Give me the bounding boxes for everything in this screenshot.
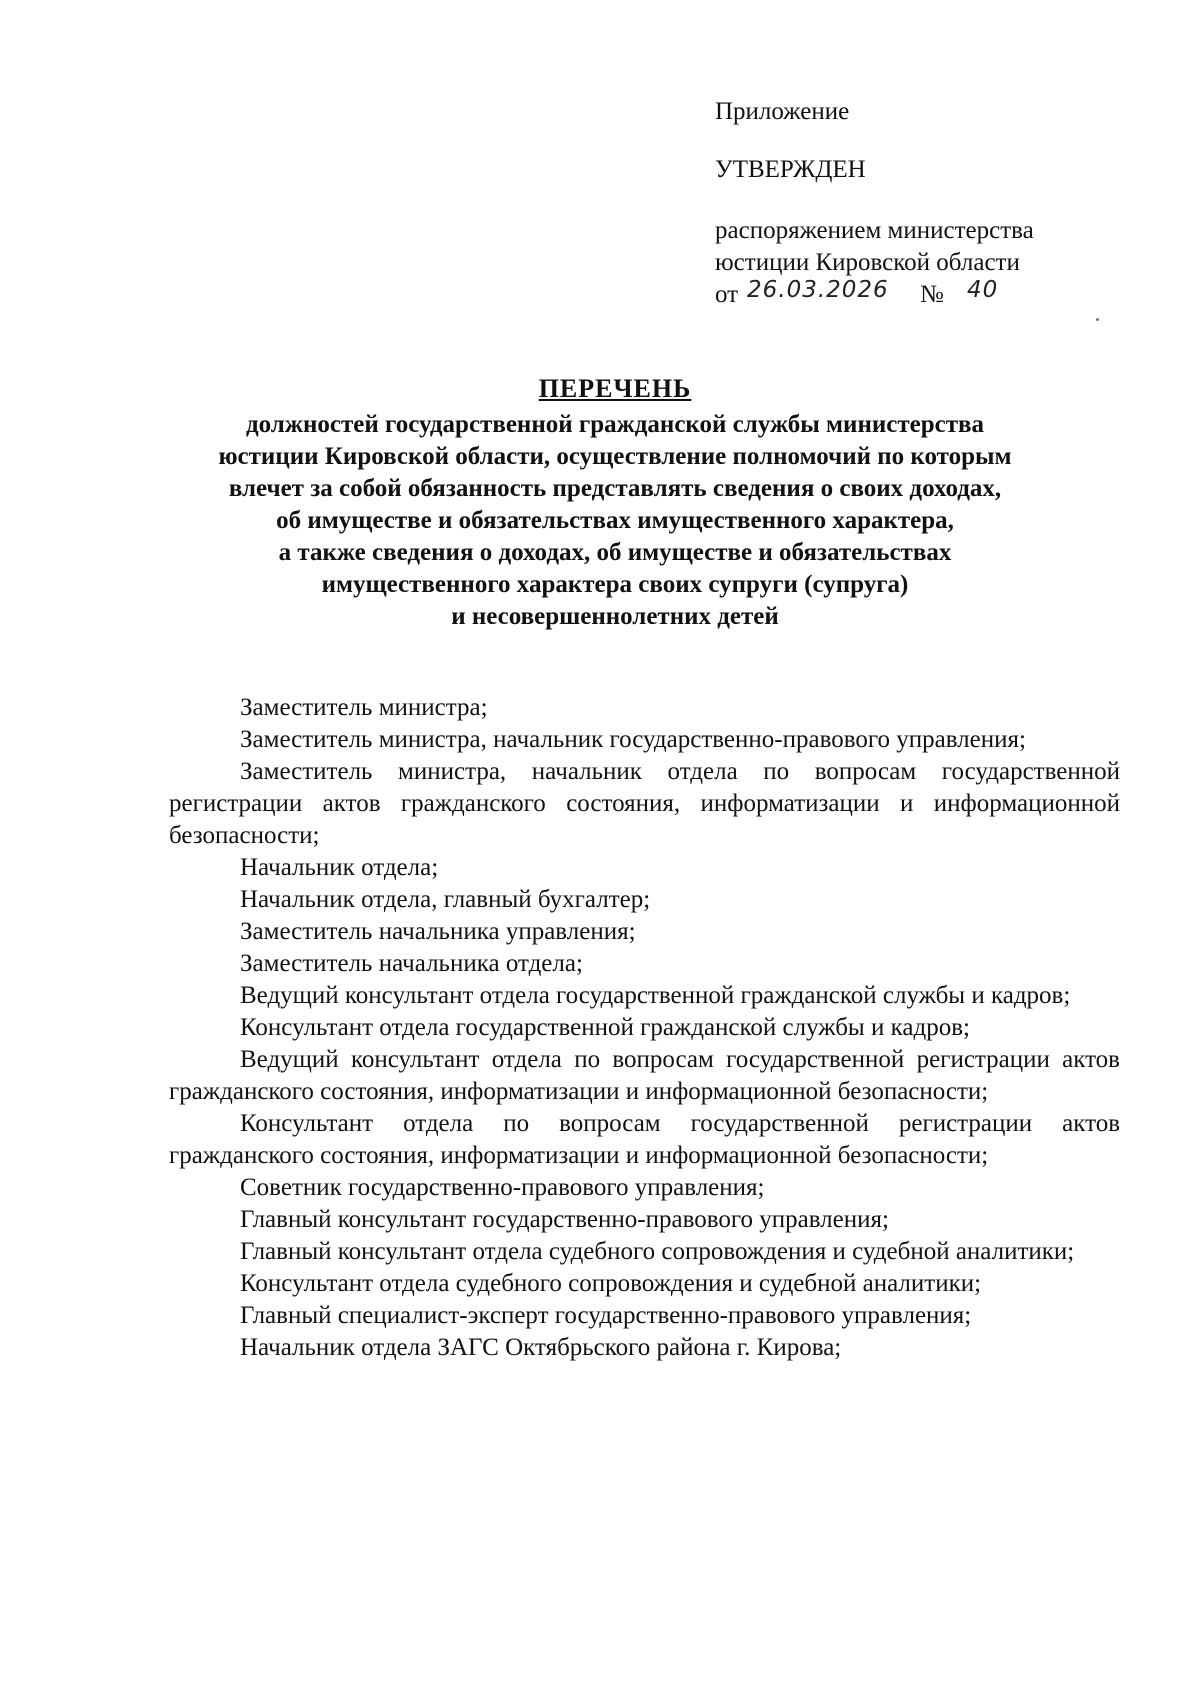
scan-dot [1096, 318, 1099, 321]
authority-line-2: юстиции Кировской области [715, 249, 1020, 276]
position-item: Начальник отдела; [240, 854, 439, 881]
position-item: Ведущий консультант отдела государственной гражданской службы и кадров; [240, 982, 1071, 1009]
position-item: Главный консультант отдела судебного сопровождения и судебной аналитики; [240, 1238, 1075, 1265]
position-item: Консультант отдела по вопросам государственной регистрации актов гражданского состояния, информатизации и информационной безопасности; [169, 1110, 1120, 1169]
approval-block [715, 96, 1135, 313]
positions-list [169, 692, 1120, 1364]
position-item: Заместитель начальника отдела; [240, 950, 583, 977]
position-item: Консультант отдела государственной гражданской службы и кадров; [240, 1014, 970, 1041]
date-prefix: от [715, 281, 739, 308]
date-number-line [715, 279, 1135, 313]
number-sign: № [920, 281, 944, 308]
position-item: Заместитель начальника управления; [240, 918, 636, 945]
position-item: Советник государственно-правового управления; [240, 1174, 765, 1201]
document-subtitle: должностей государственной гражданской службы министерства юстиции Кировской области, осуществление полномочий по которым влечет за собой обязанность представлять сведения о своих доходах, об имуществе и обязательствах имущественного характера, а также сведения о доходах, об имуществе и обязательствах имущественного характера своих супруги (супруга) и несовершеннолетних детей [218, 411, 1012, 630]
approved-label: УТВЕРЖДЕН [715, 156, 866, 183]
document-heading [140, 373, 1090, 633]
position-item: Ведущий консультант отдела по вопросам государственной регистрации актов гражданского состояния, информатизации и информационной безопасности; [169, 1046, 1120, 1105]
position-item: Заместитель министра, начальник государственно-правового управления; [240, 726, 1026, 753]
handwritten-number: 40 [967, 277, 999, 303]
position-item: Главный консультант государственно-правового управления; [240, 1206, 889, 1233]
position-item: Начальник отдела, главный бухгалтер; [240, 886, 651, 913]
appendix-label: Приложение [715, 98, 850, 125]
position-item: Консультант отдела судебного сопровождения и судебной аналитики; [240, 1270, 982, 1297]
position-item: Заместитель министра, начальник отдела по вопросам государственной регистрации актов гражданского состояния, информатизации и информационной безопасности; [169, 758, 1120, 849]
authority-line-1: распоряжением министерства [715, 217, 1034, 244]
handwritten-date: 26.03.2026 [747, 277, 889, 303]
position-item: Заместитель министра; [240, 694, 488, 721]
position-item: Главный специалист-эксперт государственно-правового управления; [240, 1302, 972, 1329]
position-item: Начальник отдела ЗАГС Октябрьского района г. Кирова; [240, 1334, 842, 1361]
document-title: ПЕРЕЧЕНЬ [538, 374, 692, 403]
